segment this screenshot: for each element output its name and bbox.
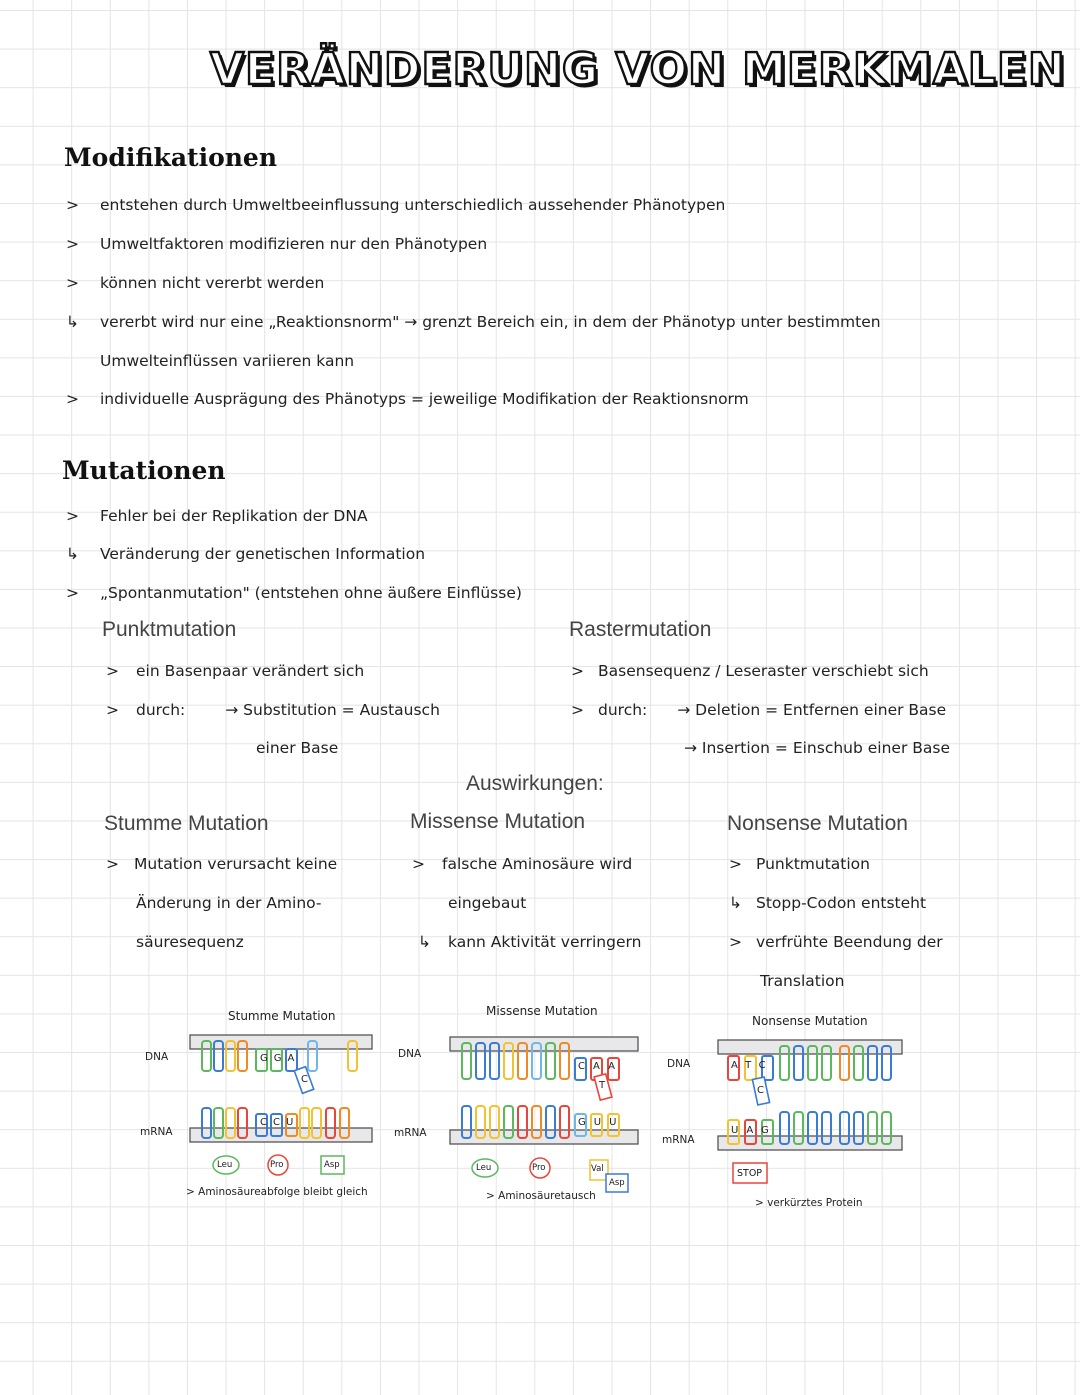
nonsense-mrna-bases: UAG <box>731 1125 777 1136</box>
stumme-dna-bases: GGA <box>260 1053 301 1064</box>
mod-line-1: > entstehen durch Umweltbeeinflussung unterschiedlich aussehender Phänotypen <box>66 196 726 214</box>
mod-line-6: > individuelle Ausprägung des Phänotyps = jeweilige Modifikation der Reaktionsnorm <box>66 390 749 408</box>
punkt-line-2: > durch: → Substitution = Austausch <box>106 701 440 719</box>
heading-nonsense: Nonsense Mutation <box>727 812 908 835</box>
punkt-line-1: > ein Basenpaar verändert sich <box>106 662 365 680</box>
raster-line-1: > Basensequenz / Leseraster verschiebt sich <box>571 662 929 680</box>
missense-line-2: eingebaut <box>448 894 527 912</box>
mut-line-2: ↳ Veränderung der genetischen Information <box>66 545 426 563</box>
missense-amino-pro: Pro <box>532 1163 546 1173</box>
nonsense-line-2: ↳ Stopp-Codon entsteht <box>729 894 927 912</box>
heading-auswirkungen: Auswirkungen: <box>466 772 604 795</box>
nonsense-line-4: Translation <box>760 972 845 990</box>
stumme-caption: > Aminosäureabfolge bleibt gleich <box>186 1186 368 1198</box>
stumme-line-1: > Mutation verursacht keine <box>106 855 338 873</box>
mut-line-3: > „Spontanmutation" (entstehen ohne äußere Einflüsse) <box>66 584 522 602</box>
raster-line-2: > durch: → Deletion = Entfernen einer Base <box>571 701 947 719</box>
missense-caption: > Aminosäuretausch <box>486 1190 596 1202</box>
missense-dna-mut-base: T <box>599 1080 606 1091</box>
missense-line-3: ↳ kann Aktivität verringern <box>418 933 642 951</box>
stumme-amino-pro: Pro <box>270 1160 284 1170</box>
missense-diagram-title: Missense Mutation <box>486 1004 598 1018</box>
nonsense-mrna-label: mRNA <box>662 1134 695 1146</box>
stumme-line-2: Änderung in der Amino- <box>136 894 322 912</box>
nonsense-dna-label: DNA <box>667 1058 691 1070</box>
heading-stumme: Stumme Mutation <box>104 812 269 835</box>
heading-modifikationen: Modifikationen <box>64 143 278 172</box>
raster-line-3: → Insertion = Einschub einer Base <box>684 739 951 757</box>
missense-line-1: > falsche Aminosäure wird <box>412 855 633 873</box>
stumme-mrna-bases: CCU <box>260 1117 300 1128</box>
mod-line-5: Umwelteinflüssen variieren kann <box>100 352 355 370</box>
missense-amino-leu: Leu <box>476 1163 492 1173</box>
nonsense-line-1: > Punktmutation <box>729 855 870 873</box>
stumme-dna-label: DNA <box>145 1051 169 1063</box>
mod-line-2: > Umweltfaktoren modifizieren nur den Phänotypen <box>66 235 488 253</box>
stumme-amino-asp: Asp <box>324 1160 340 1170</box>
missense-mrna-label: mRNA <box>394 1127 427 1139</box>
nonsense-diagram-title: Nonsense Mutation <box>752 1014 868 1028</box>
heading-mutationen: Mutationen <box>62 456 226 485</box>
nonsense-dna-bases: ATC <box>731 1060 774 1071</box>
page-title: VERÄNDERUNG VON MERKMALEN <box>210 44 1066 95</box>
stumme-mrna-label: mRNA <box>140 1126 173 1138</box>
stumme-line-3: säuresequenz <box>136 933 244 951</box>
heading-rastermutation: Rastermutation <box>569 618 712 641</box>
mut-line-1: > Fehler bei der Replikation der DNA <box>66 507 368 525</box>
nonsense-caption: > verkürztes Protein <box>755 1197 863 1209</box>
missense-dna-label: DNA <box>398 1048 422 1060</box>
missense-amino-asp: Asp <box>609 1178 625 1188</box>
stumme-diagram-title: Stumme Mutation <box>228 1009 336 1023</box>
punkt-line-3: einer Base <box>256 739 339 757</box>
mod-line-4: ↳ vererbt wird nur eine „Reaktionsnorm" → grenzt Bereich ein, in dem der Phänotyp unter bestimmten <box>66 313 881 331</box>
nonsense-dna-mut-base: C <box>757 1085 764 1096</box>
heading-punktmutation: Punktmutation <box>102 618 237 641</box>
nonsense-line-3: > verfrühte Beendung der <box>729 933 943 951</box>
missense-amino-val: Val <box>591 1164 604 1174</box>
missense-mrna-bases: GUU <box>578 1117 625 1128</box>
missense-dna-bases: CAA <box>578 1061 623 1072</box>
mod-line-3: > können nicht vererbt werden <box>66 274 325 292</box>
nonsense-stop-label: STOP <box>737 1168 763 1179</box>
stumme-dna-mut-base: C <box>301 1074 308 1085</box>
stumme-amino-leu: Leu <box>217 1160 233 1170</box>
heading-missense: Missense Mutation <box>410 810 586 833</box>
